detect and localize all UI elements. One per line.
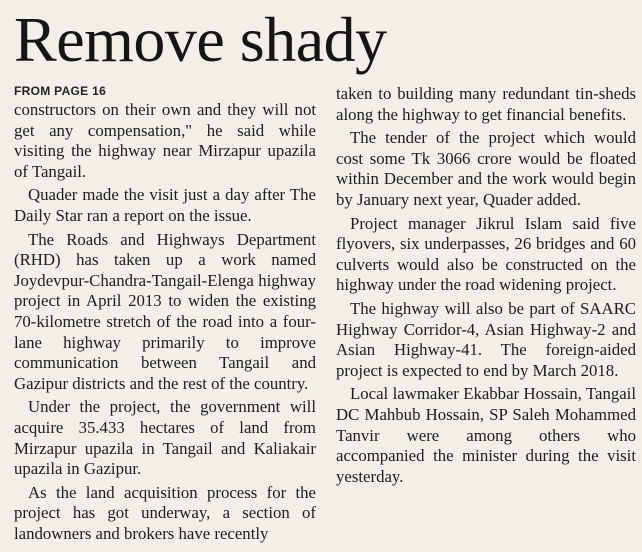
continuation-kicker: FROM PAGE 16 [14, 84, 107, 98]
paragraph-continued: constructors on their own and they will not get any compensation," he said while visiting the highway near Mirzapur upazila of Tangail. [14, 100, 316, 181]
paragraph-continued: taken to building many redundant tin-sheds along the highway to get financial benefits. [336, 84, 636, 124]
paragraph: The Roads and Highways Department (RHD) has taken up a work named Joydevpur-Chandra-Tangail-Elenga highway project in April 2013 to widen the existing 70-kilometre stretch of the road into a four-lane highway primarily to improve communication between Tangail and Gazipur districts and the rest of the country. [14, 229, 316, 393]
article-column-left [14, 84, 316, 544]
headline: Remove shady [14, 4, 387, 75]
paragraph: Under the project, the government will acquire 35.433 hectares of land from Mirzapur upazila in Tangail and Kaliakair upazila in Gazipur. [14, 397, 316, 479]
paragraph: As the land acquisition process for the project has got underway, a section of landowners and brokers have recently [14, 482, 316, 543]
paragraph: The tender of the project which would cost some Tk 3066 crore would be floated within December and the work would begin by January next year, Quader added. [336, 128, 636, 209]
article-column-right [336, 84, 636, 487]
paragraph: Local lawmaker Ekabbar Hossain, Tangail DC Mahbub Hossain, SP Saleh Mohammed Tanvir were among others who accompanied the minister during the visit yesterday. [336, 384, 636, 486]
paragraph: Quader made the visit just a day after The Daily Star ran a report on the issue. [14, 185, 316, 225]
paragraph: The highway will also be part of SAARC Highway Corridor-4, Asian Highway-2 and Asian Highway-41. The foreign-aided project is expected to end by March 2018. [336, 298, 636, 380]
paragraph: Project manager Jikrul Islam said five flyovers, six underpasses, 26 bridges and 60 culverts would also be constructed on the highway under the road widening project. [336, 213, 636, 295]
